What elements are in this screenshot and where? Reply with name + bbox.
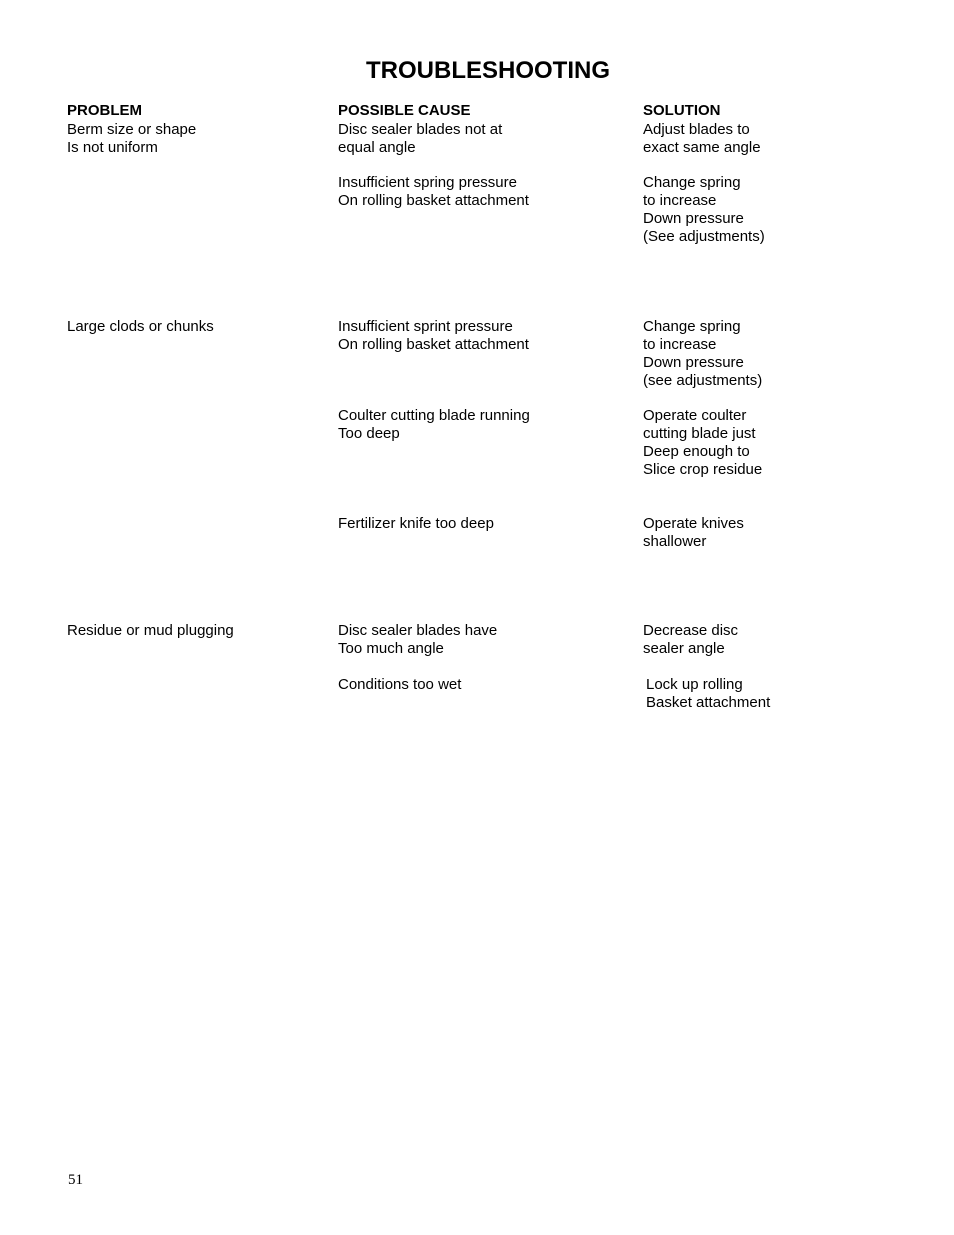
solution-operate-knives: Operate knives shallower [643,515,744,550]
problem-column-header: PROBLEM [67,102,142,119]
cause-coulter-deep: Coulter cutting blade running Too deep [338,407,530,442]
cause-too-wet: Conditions too wet [338,676,462,693]
cause-column-header: POSSIBLE CAUSE [338,102,471,119]
solution-adjust-blades: Adjust blades to exact same angle [643,121,761,156]
cause-fertilizer-knife: Fertilizer knife too deep [338,515,494,532]
solution-change-spring-2: Change spring to increase Down pressure (see adjustments) [643,318,763,389]
cause-spring-pressure: Insufficient spring pressure On rolling basket attachment [338,174,529,209]
problem-berm-size: Berm size or shape Is not uniform [67,121,197,156]
solution-lock-basket: Lock up rolling Basket attachment [646,676,771,711]
problem-large-clods: Large clods or chunks [67,318,214,335]
problem-residue-plugging: Residue or mud plugging [67,622,234,639]
page-title: TROUBLESHOOTING [366,57,610,84]
solution-decrease-angle: Decrease disc sealer angle [643,622,739,657]
page-number: 51 [68,1172,83,1188]
cause-disc-angle: Disc sealer blades not at equal angle [338,121,503,156]
solution-column-header: SOLUTION [643,102,721,119]
solution-change-spring: Change spring to increase Down pressure (See adjustments) [643,174,765,245]
solution-operate-coulter: Operate coulter cutting blade just Deep enough to Slice crop residue [643,407,763,478]
cause-too-much-angle: Disc sealer blades have Too much angle [338,622,498,657]
cause-sprint-pressure: Insufficient sprint pressure On rolling basket attachment [338,318,529,353]
